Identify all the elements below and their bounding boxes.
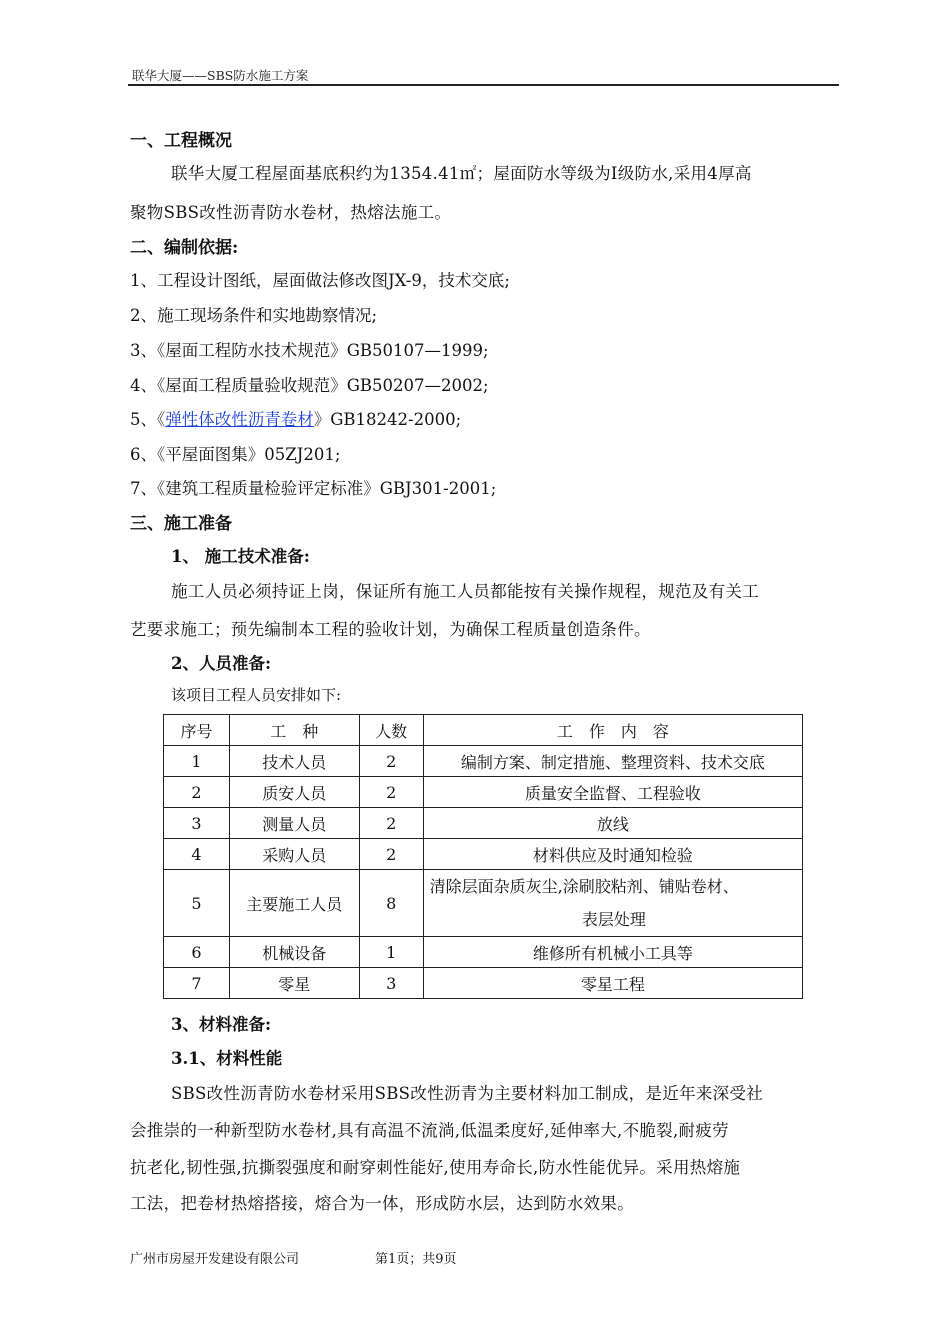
basis-item-5-link[interactable]: 弹性体改性沥青卷材: [165, 410, 314, 429]
material-paragraph-line-4: 工法，把卷材热熔搭接，熔合为一体，形成防水层，达到防水效果。: [130, 1194, 634, 1213]
table-row: [164, 870, 803, 937]
cell-type: 机械设备: [229, 937, 359, 968]
basis-item-4: 4、《屋面工程质量验收规范》GB50207—2002;: [130, 376, 489, 395]
basis-item-1: 1、工程设计图纸，屋面做法修改图JX-9，技术交底;: [130, 271, 510, 290]
basis-item-3: 3、《屋面工程防水技术规范》GB50107—1999;: [130, 341, 489, 360]
basis-item-5-suffix: 》GB18242-2000;: [313, 410, 462, 429]
section-3-title: 三、施工准备: [130, 514, 232, 534]
material-paragraph-line-3: 抗老化,韧性强,抗撕裂强度和耐穿刺性能好,使用寿命长,防水性能优异。采用热熔施: [130, 1158, 741, 1177]
cell-type: 零星: [229, 968, 359, 999]
cell-work: 零星工程: [423, 968, 802, 999]
cell-work-line-2: 表层处理: [581, 910, 646, 929]
cell-no: 5: [164, 870, 230, 937]
basis-item-5-prefix: 5、《: [130, 410, 166, 429]
header-count: 人数: [359, 715, 423, 746]
cell-no: 1: [164, 746, 230, 777]
header-rule: [128, 84, 839, 86]
cell-no: 6: [164, 937, 230, 968]
material-paragraph-line-2: 会推崇的一种新型防水卷材,具有高温不流淌,低温柔度好,延伸率大,不脆裂,耐疲劳: [130, 1121, 729, 1140]
cell-work: [423, 870, 802, 937]
section-1-title: 一、工程概况: [130, 131, 232, 151]
section-2-title: 二、编制依据:: [130, 238, 239, 258]
cell-work: 材料供应及时通知检验: [423, 839, 802, 870]
cell-work: 放线: [423, 808, 802, 839]
table-header-row: [164, 715, 803, 746]
header-no: 序号: [164, 715, 230, 746]
subsection-3-1-line-1: 施工人员必须持证上岗，保证所有施工人员都能按有关操作规程，规范及有关工: [171, 582, 759, 601]
cell-type: 测量人员: [229, 808, 359, 839]
cell-type: 采购人员: [229, 839, 359, 870]
cell-count: 1: [359, 937, 423, 968]
cell-count: 2: [359, 777, 423, 808]
cell-count: 8: [359, 870, 423, 937]
table-row: [164, 968, 803, 999]
table-row: [164, 746, 803, 777]
cell-work: 质量安全监督、工程验收: [423, 777, 802, 808]
basis-item-6: 6、《平屋面图集》05ZJ201;: [130, 445, 341, 464]
cell-type: 技术人员: [229, 746, 359, 777]
staff-table: [163, 714, 803, 999]
section-1-paragraph-line-2: 聚物SBS改性沥青防水卷材，热熔法施工。: [130, 203, 452, 222]
cell-count: 2: [359, 746, 423, 777]
table-row: [164, 777, 803, 808]
cell-count: 3: [359, 968, 423, 999]
header-work: 工 作 内 容: [423, 715, 802, 746]
cell-no: 2: [164, 777, 230, 808]
cell-work: 维修所有机械小工具等: [423, 937, 802, 968]
cell-no: 4: [164, 839, 230, 870]
cell-no: 3: [164, 808, 230, 839]
basis-item-5: [130, 406, 461, 430]
staff-table-intro: 该项目工程人员安排如下:: [171, 686, 342, 704]
subsection-3-3-1-title: 3.1、材料性能: [171, 1049, 283, 1068]
footer-page-number: 第1页；共9页: [375, 1252, 457, 1267]
table-row: [164, 937, 803, 968]
cell-count: 2: [359, 839, 423, 870]
table-row: [164, 839, 803, 870]
footer-company: 广州市房屋开发建设有限公司: [130, 1252, 300, 1267]
cell-type: 主要施工人员: [229, 870, 359, 937]
cell-count: 2: [359, 808, 423, 839]
header-type: 工 种: [229, 715, 359, 746]
basis-item-2: 2、施工现场条件和实地勘察情况;: [130, 306, 378, 325]
subsection-3-2-title: 2、人员准备:: [171, 654, 272, 673]
cell-work: 编制方案、制定措施、整理资料、技术交底: [423, 746, 802, 777]
cell-no: 7: [164, 968, 230, 999]
cell-type: 质安人员: [229, 777, 359, 808]
basis-item-7: 7、《建筑工程质量检验评定标准》GBJ301-2001;: [130, 479, 497, 498]
section-1-paragraph-line-1: 联华大厦工程屋面基底积约为1354.41㎡；屋面防水等级为Ⅰ级防水,采用4厚高: [171, 164, 752, 183]
material-paragraph-line-1: SBS改性沥青防水卷材采用SBS改性沥青为主要材料加工制成，是近年来深受社: [171, 1084, 764, 1103]
subsection-3-1-line-2: 艺要求施工；预先编制本工程的验收计划，为确保工程质量创造条件。: [130, 620, 651, 639]
cell-work-line-1: 清除层面杂质灰尘,涂刷胶粘剂、铺贴卷材、: [429, 877, 739, 896]
table-row: [164, 808, 803, 839]
page-header: 联华大厦——SBS防水施工方案: [132, 68, 309, 83]
subsection-3-3-title: 3、材料准备:: [171, 1015, 272, 1034]
subsection-3-1-title: 1、 施工技术准备:: [171, 547, 310, 566]
